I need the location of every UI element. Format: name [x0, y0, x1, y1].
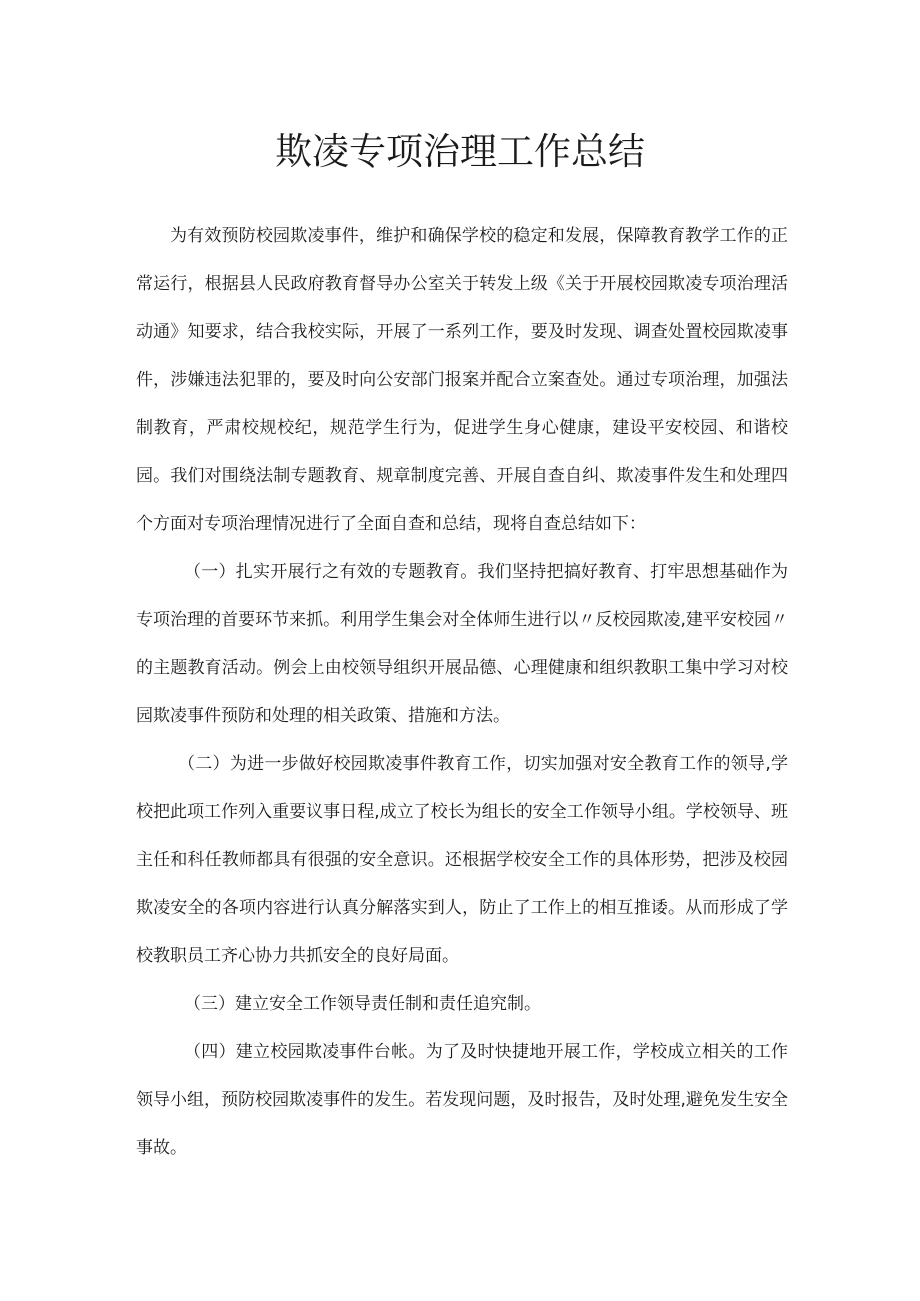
- paragraph-section-3: （三）建立安全工作领导责任制和责任追究制。: [184, 994, 541, 1014]
- paragraph-section-4: （四）建立校园欺凌事件台帐。为了及时快捷地开展工作，学校成立相关的工作领导小组，预防校园欺凌事件的发生。若发现问题，及时报告，及时处理,避免发生安全事故。: [136, 1042, 788, 1158]
- paragraph-intro: 为有效预防校园欺凌事件，维护和确保学校的稳定和发展，保障教育教学工作的正常运行，根据县人民政府教育督导办公室关于转发上级《关于开展校园欺凌专项治理活动通》知要求，结合我校实际，开展了一系列工作，要及时发现、调查处置校园欺凌事件，涉嫌违法犯罪的，要及时向公安部门报案并配合立案查处。通过专项治理，加强法制教育，严肃校规校纪，规范学生行为，促进学生身心健康，建设平安校园、和谐校园。我们对围绕法制专题教育、规章制度完善、开展自查自纠、欺凌事件发生和处理四个方面对专项治理情况进行了全面自查和总结，现将自查总结如下：: [136, 226, 788, 534]
- paragraph-section-2: （二）为进一步做好校园欺凌事件教育工作，切实加强对安全教育工作的领导,学校把此项工作列入重要议事日程,成立了校长为组长的安全工作领导小组。学校领导、班主任和科任教师都具有很强的安全意识。还根据学校安全工作的具体形势，把涉及校园欺凌安全的各项内容进行认真分解落实到人，防止了工作上的相互推诿。从而形成了学校教职员工齐心协力共抓安全的良好局面。: [136, 754, 788, 966]
- document-title: 欺凌专项治理工作总结: [275, 130, 645, 173]
- paragraph-section-1: （一）扎实开展行之有效的专题教育。我们坚持把搞好教育、打牢思想基础作为专项治理的首要环节来抓。利用学生集会对全体师生进行以〃反校园欺凌,建平安校园〃的主题教育活动。例会上由校领导组织开展品德、心理健康和组织教职工集中学习对校园欺凌事件预防和处理的相关政策、措施和方法。: [136, 562, 788, 726]
- document-body: [136, 212, 788, 1172]
